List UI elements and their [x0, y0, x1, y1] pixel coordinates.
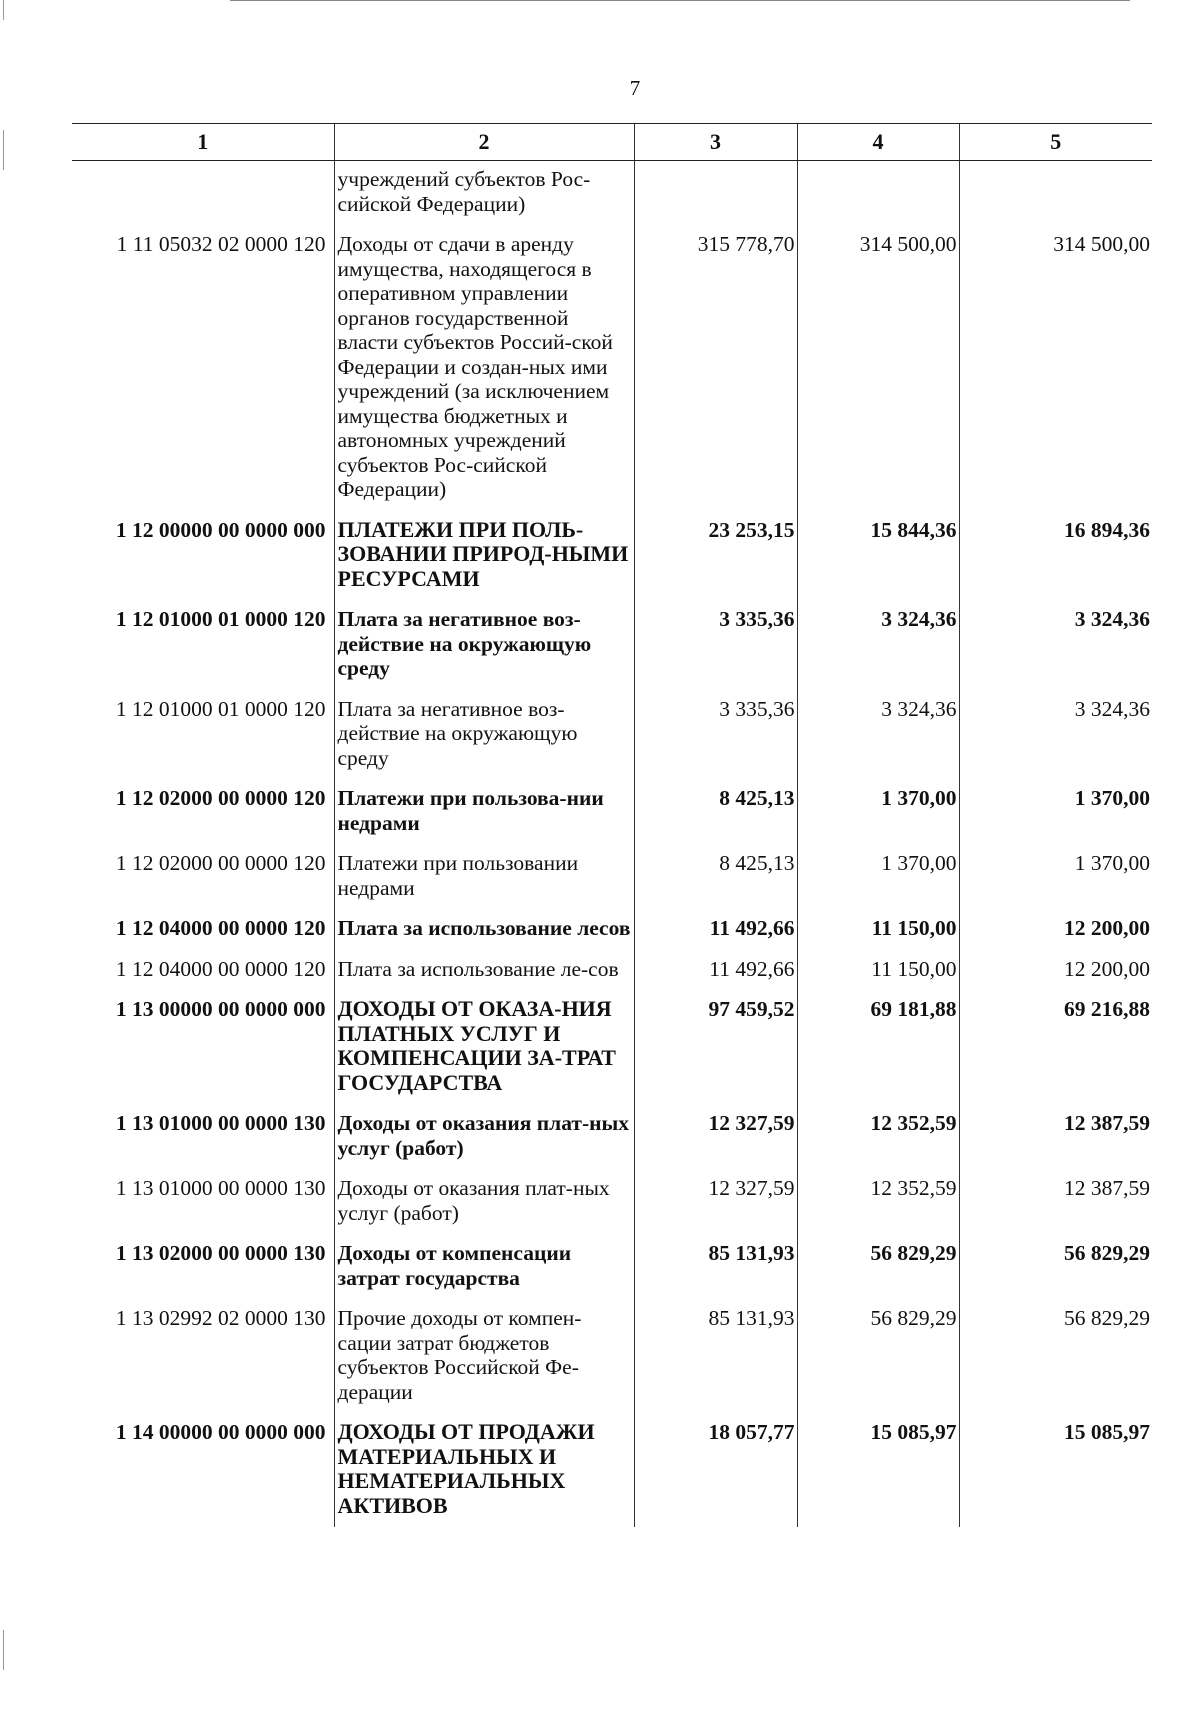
- table-row: [72, 511, 1152, 601]
- revenue-name-cell: Платежи при пользовании недрами: [334, 844, 634, 909]
- value-col3-cell: 23 253,15: [634, 511, 797, 601]
- value-col4-cell: 314 500,00: [797, 225, 959, 511]
- value-col4-cell: [797, 161, 959, 226]
- column-header-code: 1: [72, 124, 334, 161]
- value-col3-cell: 8 425,13: [634, 844, 797, 909]
- value-col5-cell: 12 387,59: [959, 1169, 1152, 1234]
- value-col3-cell: [634, 161, 797, 226]
- revenue-name-cell: ПЛАТЕЖИ ПРИ ПОЛЬ-ЗОВАНИИ ПРИРОД-НЫМИ РЕСУРСАМИ: [334, 511, 634, 601]
- table-row: [72, 161, 1152, 226]
- column-header-name: 2: [334, 124, 634, 161]
- value-col3-cell: 11 492,66: [634, 909, 797, 950]
- value-col4-cell: 12 352,59: [797, 1104, 959, 1169]
- scan-edge-mark: [3, 1630, 4, 1670]
- budget-code-cell: 1 11 05032 02 0000 120: [116, 232, 326, 256]
- value-col3-cell: 315 778,70: [634, 225, 797, 511]
- table-row: [72, 1413, 1152, 1527]
- revenue-name-cell: учреждений субъектов Рос- сийской Федерации): [334, 161, 634, 226]
- table-row: [72, 1234, 1152, 1299]
- budget-code-cell: 1 12 04000 00 0000 120: [115, 956, 326, 981]
- revenue-name-cell: Плата за негативное воз-действие на окружающую среду: [334, 690, 634, 780]
- value-col4-cell: 56 829,29: [797, 1299, 959, 1413]
- column-header-value-4: 4: [797, 124, 959, 161]
- value-col3-cell: 85 131,93: [634, 1299, 797, 1413]
- value-col4-cell: 1 370,00: [797, 779, 959, 844]
- revenue-name-cell: Доходы от компенсации затрат государства: [334, 1234, 634, 1299]
- page-number: 7: [629, 76, 641, 100]
- budget-code-cell: 1 14 00000 00 0000 000: [115, 1420, 326, 1444]
- value-col4-cell: 15 085,97: [797, 1413, 959, 1527]
- value-col4-cell: 69 181,88: [797, 990, 959, 1104]
- budget-code-cell: 1 13 00000 00 0000 000: [115, 997, 326, 1021]
- value-col5-cell: [959, 161, 1152, 226]
- value-col5-cell: 12 387,59: [959, 1104, 1152, 1169]
- table-row: [72, 909, 1152, 950]
- table-row: [72, 1169, 1152, 1234]
- budget-revenue-table: [72, 123, 1152, 1527]
- scan-edge-mark: [3, 0, 4, 20]
- table-row: [72, 690, 1152, 780]
- value-col5-cell: 15 085,97: [959, 1413, 1152, 1527]
- value-col5-cell: 1 370,00: [959, 779, 1152, 844]
- value-col3-cell: 12 327,59: [634, 1104, 797, 1169]
- revenue-name-cell: ДОХОДЫ ОТ ПРОДАЖИ МАТЕРИАЛЬНЫХ И НЕМАТЕРИАЛЬНЫХ АКТИВОВ: [334, 1413, 634, 1527]
- revenue-name-cell: Доходы от сдачи в аренду имущества, находящегося в оперативном управлении органов государственной власти субъектов Россий-ской Федерации и создан-ных ими учреждений (за исключением имущества бюджетных и автономных учреждений субъектов Рос-сийской Федерации): [334, 225, 634, 511]
- budget-code-cell: 1 13 02000 00 0000 130: [115, 1241, 326, 1265]
- value-col4-cell: 12 352,59: [797, 1169, 959, 1234]
- budget-code-cell: 1 12 01000 01 0000 120: [115, 607, 326, 631]
- revenue-name-cell: Платежи при пользова-нии недрами: [334, 779, 634, 844]
- value-col3-cell: 12 327,59: [634, 1169, 797, 1234]
- value-col5-cell: 3 324,36: [959, 690, 1152, 780]
- revenue-name-cell: ДОХОДЫ ОТ ОКАЗА-НИЯ ПЛАТНЫХ УСЛУГ И КОМПЕНСАЦИИ ЗА-ТРАТ ГОСУДАРСТВА: [334, 990, 634, 1104]
- budget-code-cell: 1 12 01000 01 0000 120: [115, 696, 326, 721]
- budget-code-cell: 1 13 01000 00 0000 130: [115, 1176, 326, 1200]
- table-row: [72, 600, 1152, 690]
- value-col4-cell: 3 324,36: [797, 690, 959, 780]
- revenue-name-cell: Доходы от оказания плат-ных услуг (работ): [334, 1104, 634, 1169]
- value-col3-cell: 85 131,93: [634, 1234, 797, 1299]
- value-col4-cell: 56 829,29: [797, 1234, 959, 1299]
- table-row: [72, 225, 1152, 511]
- revenue-name-cell: Плата за использование ле-сов: [334, 950, 634, 991]
- table-row: [72, 779, 1152, 844]
- table-body: [72, 161, 1152, 1528]
- value-col5-cell: 1 370,00: [959, 844, 1152, 909]
- budget-code-cell: 1 12 04000 00 0000 120: [115, 916, 326, 940]
- value-col5-cell: 12 200,00: [959, 909, 1152, 950]
- column-header-value-5: 5: [959, 124, 1152, 161]
- table-row: [72, 1104, 1152, 1169]
- table-row: [72, 950, 1152, 991]
- value-col3-cell: 97 459,52: [634, 990, 797, 1104]
- column-header-value-3: 3: [634, 124, 797, 161]
- value-col3-cell: 18 057,77: [634, 1413, 797, 1527]
- value-col5-cell: 56 829,29: [959, 1299, 1152, 1413]
- budget-code-cell: 1 12 02000 00 0000 120: [115, 786, 326, 810]
- value-col3-cell: 8 425,13: [634, 779, 797, 844]
- value-col5-cell: 12 200,00: [959, 950, 1152, 991]
- value-col4-cell: 11 150,00: [797, 909, 959, 950]
- value-col5-cell: 314 500,00: [959, 225, 1152, 511]
- revenue-name-cell: Плата за негативное воз-действие на окружающую среду: [334, 600, 634, 690]
- budget-code-cell: 1 13 01000 00 0000 130: [115, 1111, 326, 1135]
- budget-code-cell: 1 12 02000 00 0000 120: [115, 851, 326, 875]
- table-row: [72, 990, 1152, 1104]
- revenue-name-cell: Плата за использование лесов: [334, 909, 634, 950]
- table-row: [72, 844, 1152, 909]
- scan-edge-mark: [3, 130, 4, 170]
- table-header-row: [72, 124, 1152, 161]
- revenue-name-cell: Доходы от оказания плат-ных услуг (работ): [334, 1169, 634, 1234]
- value-col3-cell: 3 335,36: [634, 690, 797, 780]
- revenue-name-cell: Прочие доходы от компен-сации затрат бюджетов субъектов Российской Фе-дерации: [334, 1299, 634, 1413]
- table-row: [72, 1299, 1152, 1413]
- budget-code-cell: 1 13 02992 02 0000 130: [115, 1306, 326, 1330]
- value-col4-cell: 1 370,00: [797, 844, 959, 909]
- value-col3-cell: 3 335,36: [634, 600, 797, 690]
- value-col3-cell: 11 492,66: [634, 950, 797, 991]
- value-col5-cell: 69 216,88: [959, 990, 1152, 1104]
- scan-edge-line: [230, 0, 1130, 1]
- value-col4-cell: 3 324,36: [797, 600, 959, 690]
- value-col4-cell: 11 150,00: [797, 950, 959, 991]
- budget-code-cell: [72, 161, 334, 226]
- value-col5-cell: 3 324,36: [959, 600, 1152, 690]
- value-col4-cell: 15 844,36: [797, 511, 959, 601]
- value-col5-cell: 56 829,29: [959, 1234, 1152, 1299]
- value-col5-cell: 16 894,36: [959, 511, 1152, 601]
- budget-code-cell: 1 12 00000 00 0000 000: [115, 517, 326, 542]
